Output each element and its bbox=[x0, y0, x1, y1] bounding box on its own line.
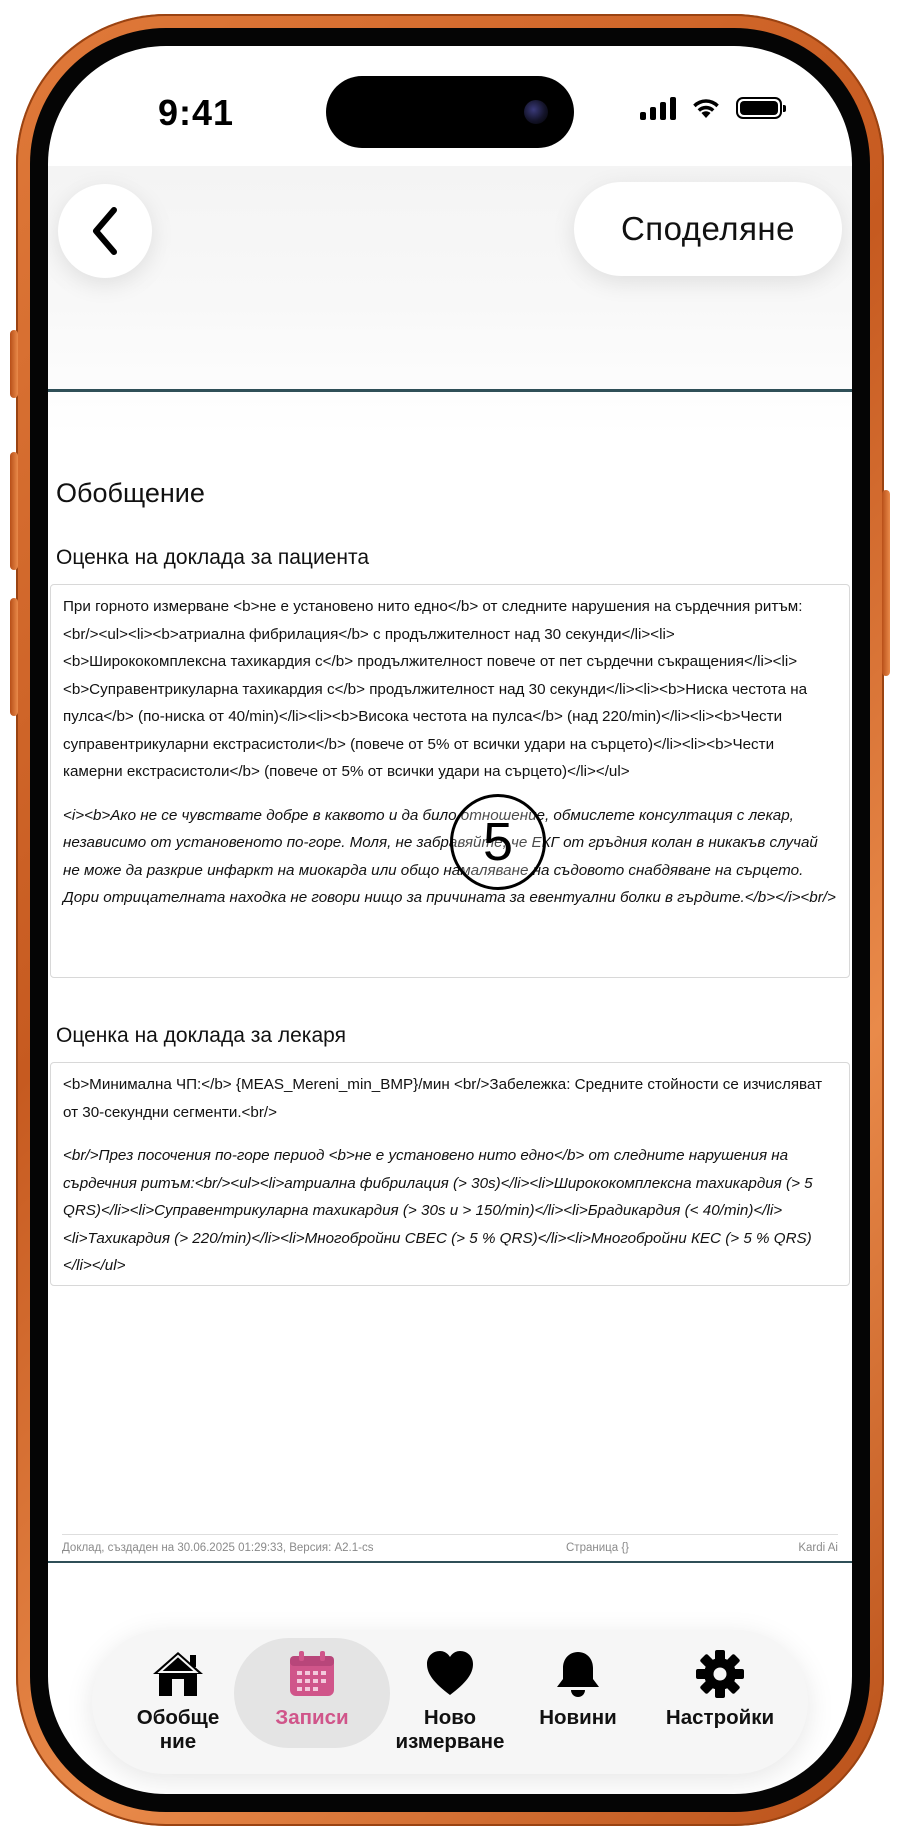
tab-records-label: Записи bbox=[275, 1706, 349, 1729]
doctor-report-findings: <br/>През посочения по-горе период <b>не е установено нито едно</b> от следните нарушения на сърдечния ритъм:<br/><ul><li>атриална фибрилация (> 30s)</li><li>Ширококомплексна тахикардия (> 5 QRS)</li><li>Суправентрикуларна тахикардия (> 30s и > 150/min)</li><li>Брадикардия (< 40/min)</li><li>Тахикардия (> 220/min)</li><li>Многобройни СВЕС (> 5 % QRS)</li><li>Многобройни КЕС (> 5 % QRS)</li></ul> bbox=[63, 1147, 813, 1274]
tab-settings-label: Настройки bbox=[665, 1706, 775, 1729]
tab-new-measurement-label: Ново измерване bbox=[395, 1706, 505, 1753]
status-icons bbox=[640, 96, 782, 120]
footer-brand: Kardi Ai bbox=[798, 1542, 838, 1554]
calendar-icon bbox=[286, 1648, 338, 1700]
front-camera bbox=[524, 100, 548, 124]
heart-icon bbox=[424, 1648, 476, 1700]
footer-page: Страница {} bbox=[566, 1542, 629, 1554]
dynamic-island bbox=[326, 76, 574, 148]
tab-news-label: Новини bbox=[539, 1706, 617, 1729]
patient-report-warning: <i><b>Ако не се чувствате добре в каквото и да било отношение, обмислете консултация с лекар, независимо от установеното по-горе. Моля, не забравяйте, че ЕКГ от гръдния колан в никакъв случай не може да разкрие инфаркт на миокарда или общо намаляване на съдовото снабдяване на сърцето. Дори отрицателната находка не говори нищо за причината за евентуални болки в гърдите.</b></i><br/> bbox=[63, 806, 836, 906]
tab-news[interactable] bbox=[512, 1630, 644, 1774]
volume-down-button bbox=[10, 598, 18, 716]
footer-divider bbox=[48, 1561, 852, 1563]
footer-divider-thin bbox=[62, 1534, 838, 1535]
chevron-left-icon bbox=[88, 206, 122, 256]
action-button bbox=[10, 330, 18, 398]
back-button[interactable] bbox=[58, 184, 152, 278]
tab-bar bbox=[92, 1630, 808, 1774]
home-icon bbox=[150, 1648, 206, 1700]
tab-overview-label: Обобще ние bbox=[136, 1706, 220, 1753]
patient-report-box bbox=[50, 584, 850, 978]
doctor-report-box bbox=[50, 1062, 850, 1286]
tab-settings[interactable] bbox=[640, 1630, 800, 1774]
tab-overview[interactable] bbox=[112, 1630, 244, 1774]
power-button bbox=[882, 490, 890, 676]
step-marker-badge: 5 bbox=[450, 794, 546, 890]
footer-created: Доклад, създаден на 30.06.2025 01:29:33, Версия: A2.1-cs bbox=[62, 1542, 374, 1554]
doctor-report-summary: <b>Минимална ЧП:</b> {MEAS_Mereni_min_BMP}/мин <br/>Забележка: Средните стойности се изчисляват от 30-секундни сегменти.<br/> bbox=[63, 1076, 823, 1121]
patient-report-text: При горното измерване <b>не е установено нито едно</b> от следните нарушения на сърдечния ритъм:<br/><ul><li><b>атриална фибрилация</b> с продължителност над 30 секунди</li><li><b>Ширококомплексна тахикардия с</b> продължителност повече от пет сърдечни съкращения</li><li><b>Суправентрикуларна тахикардия с</b> продължителност над 30 секунди</li><li><b>Ниска честота на пулса</b> (по-ниска от 40/min)</li><li><b>Висока честота на пулса</b> (над 220/min)</li><li><b>Чести суправентрикуларни екстрасистоли</b> (повече от 5% от всички удари на сърцето)</li><li><b>Чести камерни екстрасистоли</b> (повече от 5% от всички удари на сърцето)</li></ul> bbox=[63, 598, 808, 780]
doctor-section-title: Оценка на доклада за лекаря bbox=[56, 1024, 346, 1047]
wifi-icon bbox=[690, 96, 722, 120]
volume-up-button bbox=[10, 452, 18, 570]
header-divider bbox=[48, 389, 852, 392]
status-time: 9:41 bbox=[158, 92, 235, 133]
share-button[interactable]: Споделяне bbox=[574, 182, 842, 276]
battery-icon bbox=[736, 97, 782, 119]
gear-icon bbox=[694, 1648, 746, 1700]
tab-records[interactable] bbox=[246, 1630, 378, 1774]
phone-screen bbox=[48, 46, 852, 1794]
report-title: Обобщение bbox=[56, 478, 205, 508]
patient-section-title: Оценка на доклада за пациента bbox=[56, 546, 370, 569]
bell-icon bbox=[552, 1648, 604, 1700]
cellular-signal-icon bbox=[640, 96, 676, 120]
